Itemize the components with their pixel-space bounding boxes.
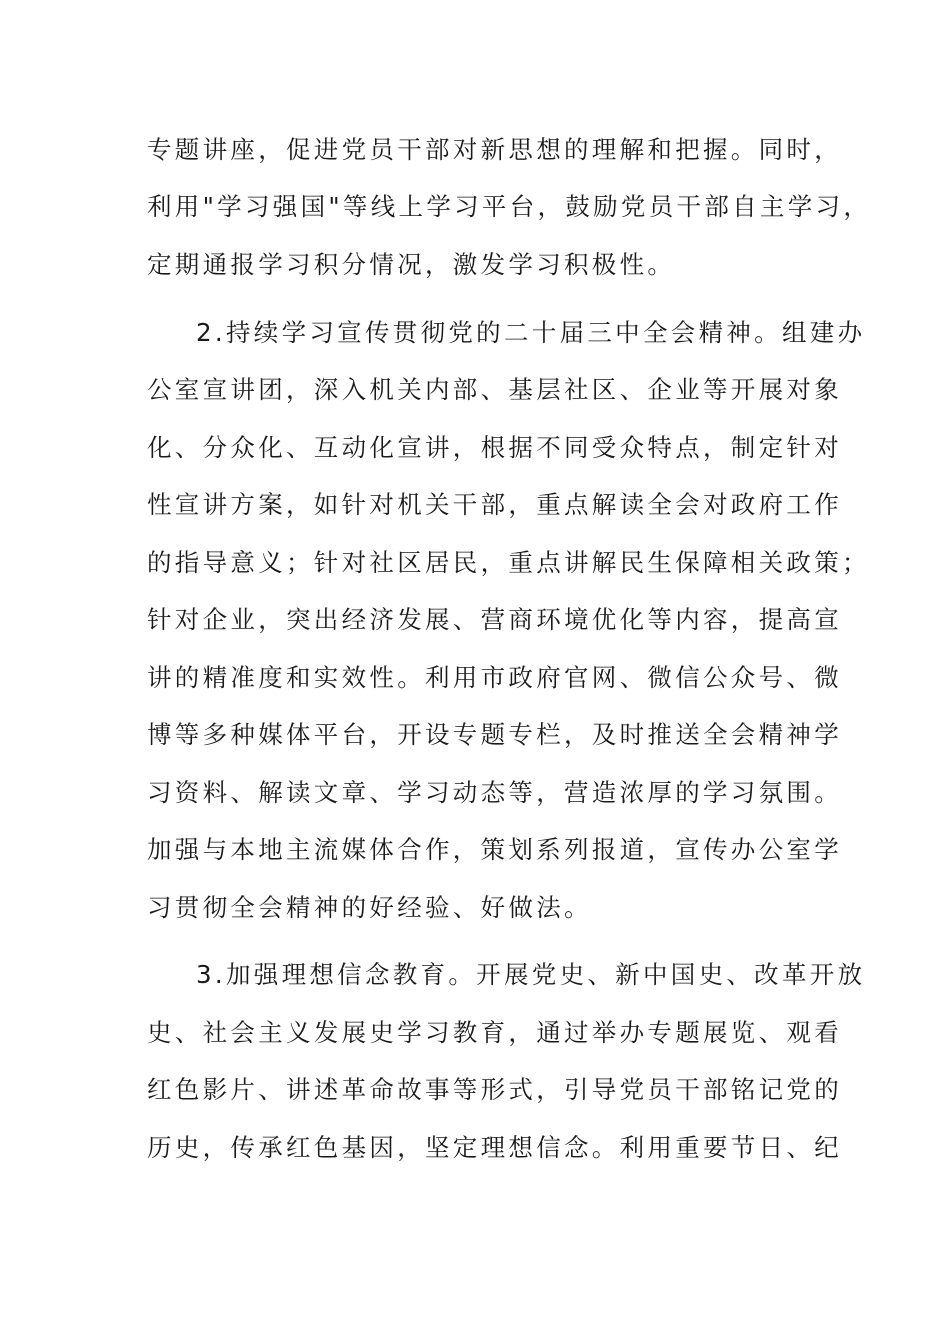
paragraph-line: 公室宣讲团，深入机关内部、基层社区、企业等开展对象: [147, 375, 842, 404]
paragraph-line: 性宣讲方案，如针对机关干部，重点解读全会对政府工作: [147, 490, 842, 519]
paragraph-line: 利用"学习强国"等线上学习平台，鼓励党员干部自主学习，: [147, 192, 872, 221]
paragraph-line: 红色影片、讲述革命故事等形式，引导党员干部铭记党的: [147, 1075, 842, 1104]
paragraph-line: 博等多种媒体平台，开设专题专栏，及时推送全会精神学: [147, 720, 842, 749]
paragraph-line: 专题讲座，促进党员干部对新思想的理解和把握。同时，: [147, 135, 842, 164]
paragraph-line: 的指导意义；针对社区居民，重点讲解民生保障相关政策；: [147, 548, 870, 577]
paragraph-line: 加强与本地主流媒体合作，策划系列报道，宣传办公室学: [147, 835, 842, 864]
paragraph-line: 3.加强理想信念教育。开展党史、新中国史、改革开放: [196, 960, 866, 989]
paragraph-line: 习资料、解读文章、学习动态等，营造浓厚的学习氛围。: [147, 778, 842, 807]
paragraph-line: 习贯彻全会精神的好经验、好做法。: [147, 893, 592, 922]
paragraph-line: 针对企业，突出经济发展、营商环境优化等内容，提高宣: [147, 605, 842, 634]
paragraph-line: 史、社会主义发展史学习教育，通过举办专题展览、观看: [147, 1018, 842, 1047]
paragraph-line: 化、分众化、互动化宣讲，根据不同受众特点，制定针对: [147, 433, 842, 462]
paragraph-line: 定期通报学习积分情况，激发学习积极性。: [147, 250, 676, 279]
paragraph-line: 历史，传承红色基因，坚定理想信念。利用重要节日、纪: [147, 1133, 842, 1162]
paragraph-line: 讲的精准度和实效性。利用市政府官网、微信公众号、微: [147, 663, 842, 692]
paragraph-line: 2.持续学习宣传贯彻党的二十届三中全会精神。组建办: [196, 318, 866, 347]
